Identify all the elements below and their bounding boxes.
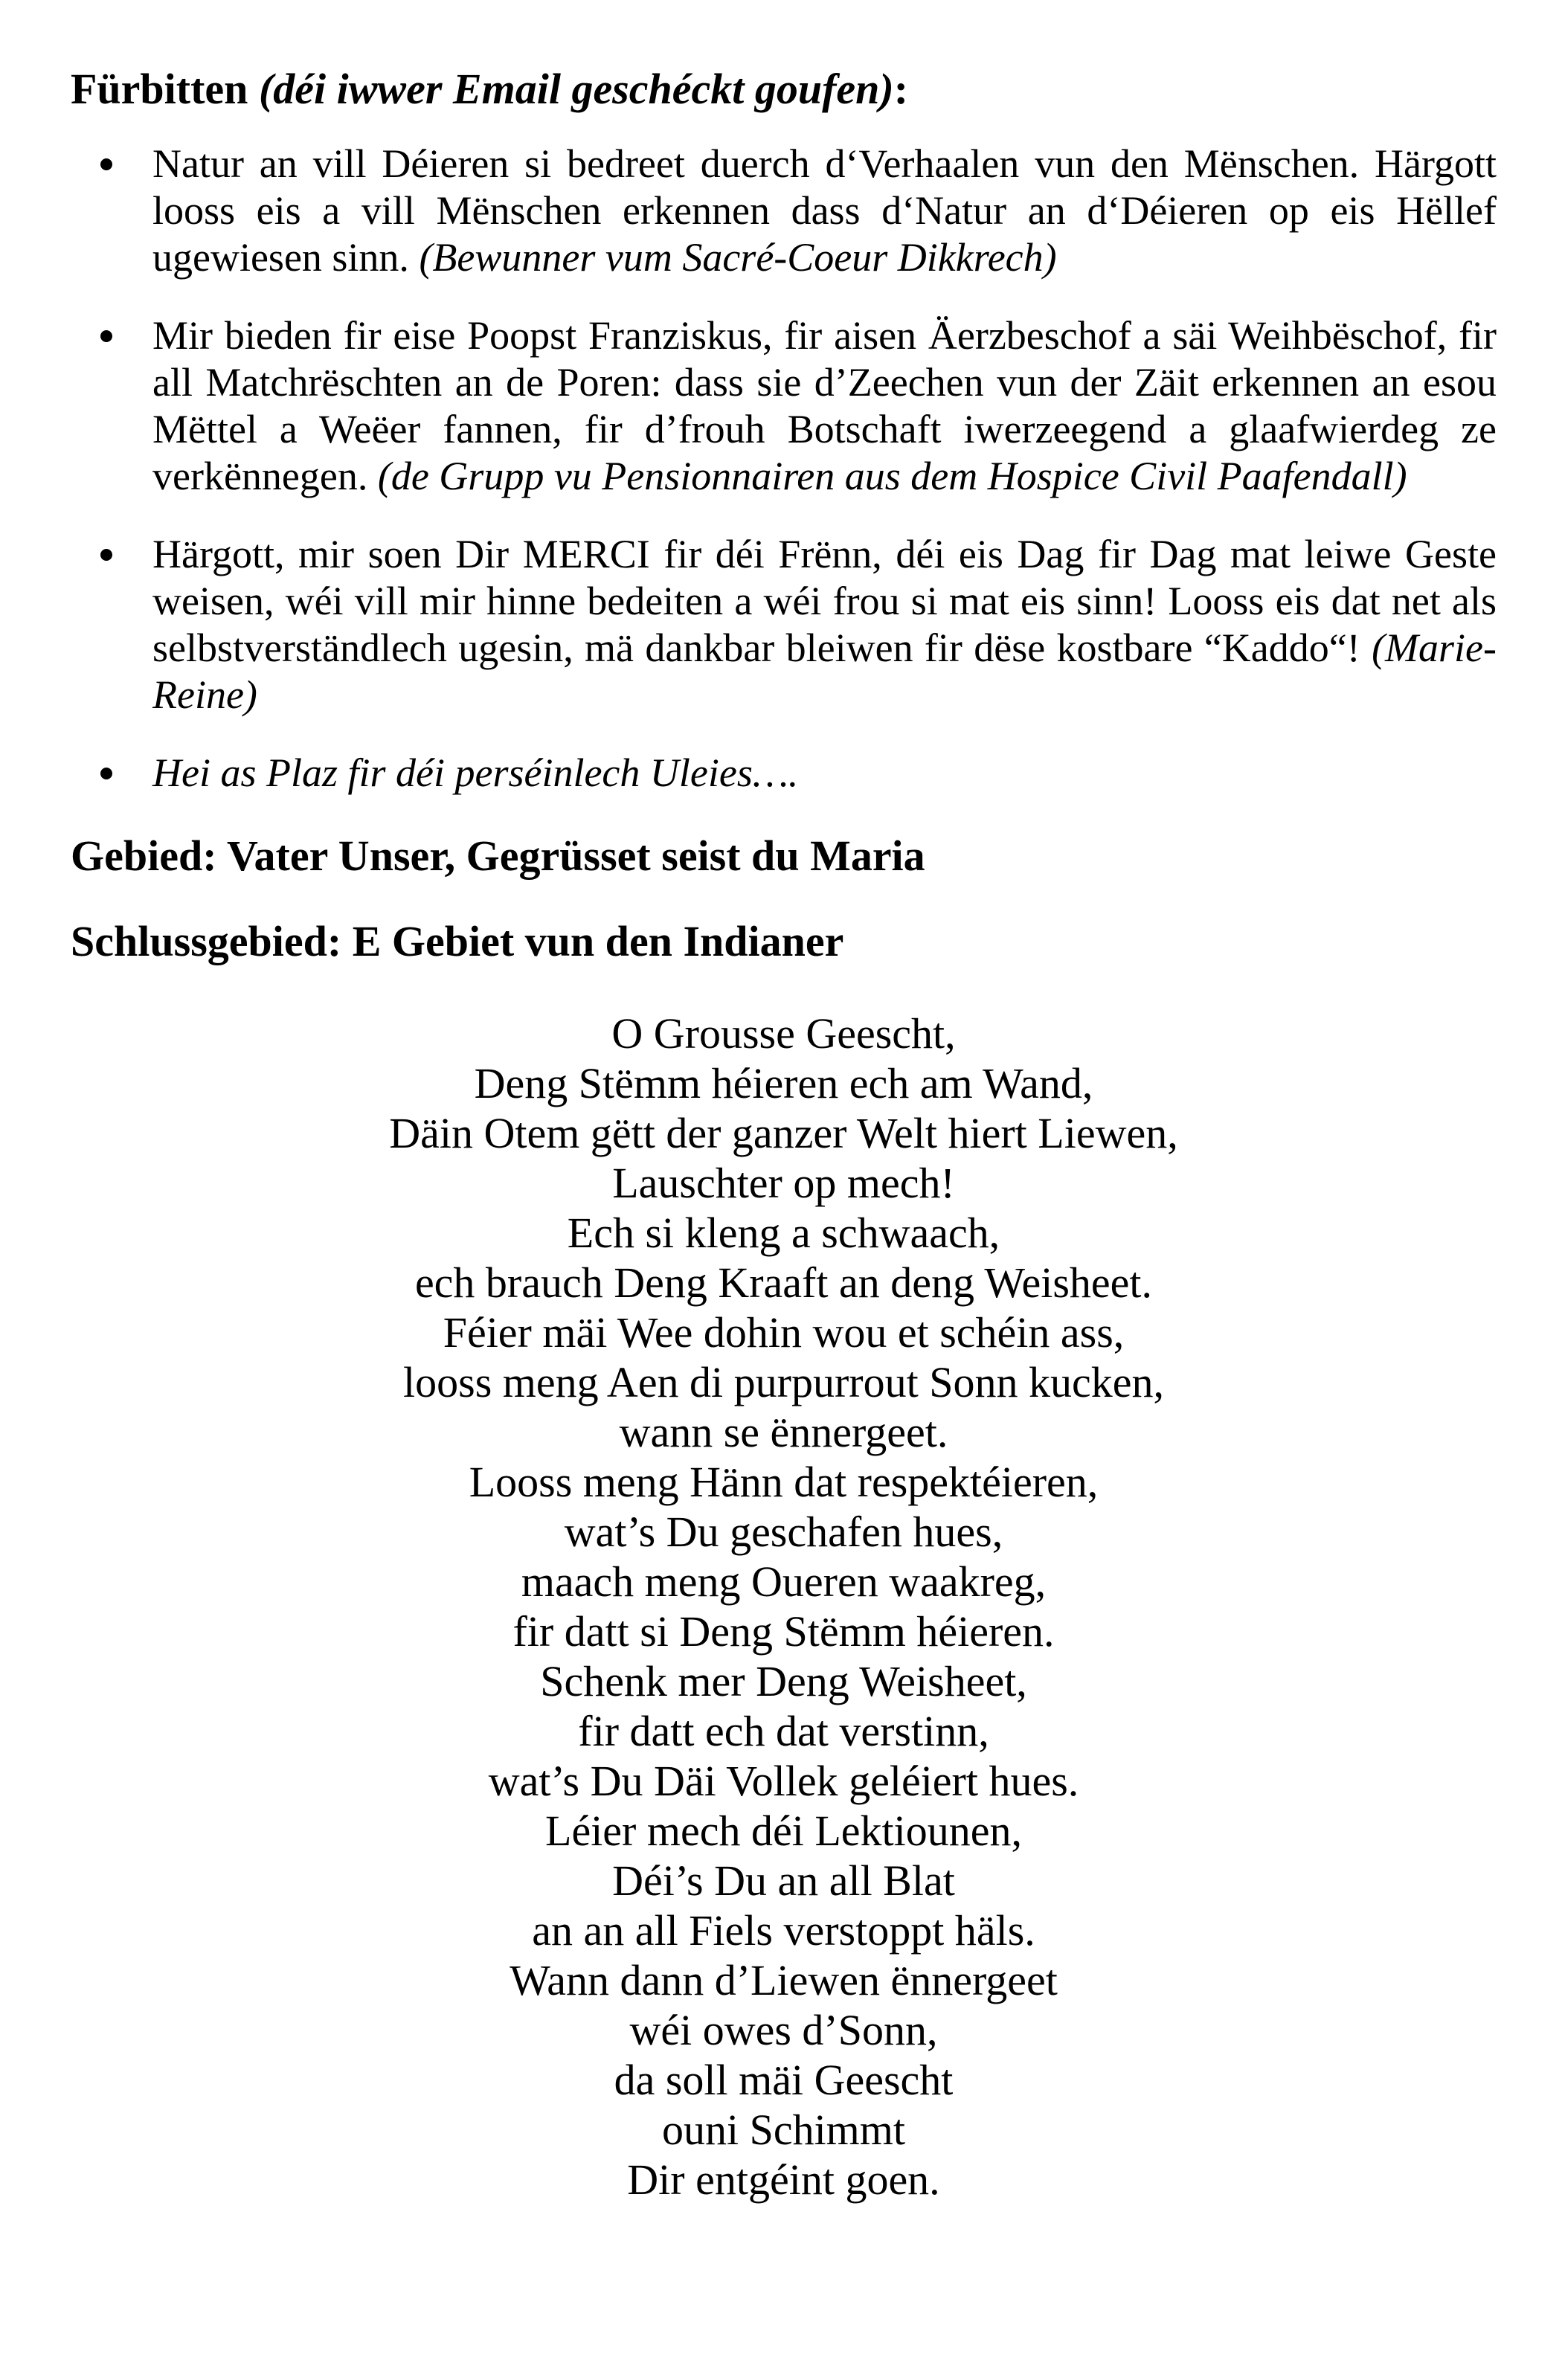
intercession-attribution: Hei as Plaz fir déi perséinlech Uleies…. [152,750,799,795]
intercession-text [152,312,1497,500]
poem-indian-prayer [71,1009,1497,2204]
poem-line: Lauschter op mech! [612,1159,955,1207]
bullet-icon [100,330,112,342]
poem-line: Däin Otem gëtt der ganzer Welt hiert Liewen, [389,1109,1178,1157]
poem-line: Léier mech déi Lektiounen, [545,1807,1022,1855]
poem-line: wat’s Du geschafen hues, [564,1508,1003,1556]
heading-prefix: Fürbitten [71,65,259,113]
intercession-body: Härgott, mir soen Dir MERCI fir déi Frënn, déi eis Dag fir Dag mat leiwe Geste weisen, wéi vill mir hinne bedeiten a wéi frou si mat eis sinn! Looss eis dat net als selbstverständlech ugesin, mä dankbar bleiwen fir dëse kostbare “Kaddo“! [152,532,1497,670]
poem-line: wat’s Du Däi Vollek geléiert hues. [488,1757,1079,1805]
intercession-text [152,141,1497,281]
poem-line: Dir entgéint goen. [627,2155,940,2204]
poem-line: an an all Fiels verstoppt häls. [532,1906,1035,1955]
poem-line: ech brauch Deng Kraaft an deng Weisheet. [414,1258,1153,1307]
intercession-text [152,750,1497,797]
subheading-gebied: Gebied: Vater Unser, Gegrüsset seist du Maria [71,832,925,880]
bullet-icon [100,768,112,779]
poem-line: O Grousse Geescht, [611,1009,956,1058]
poem-line: looss meng Aen di purpurrout Sonn kucken, [403,1358,1164,1406]
page-title [71,63,1497,115]
poem-line: Deng Stëmm héieren ech am Wand, [474,1059,1093,1107]
poem-line: fir datt ech dat verstinn, [578,1707,989,1755]
list-item [71,531,1497,718]
intercessions-list [71,141,1497,797]
heading-suffix: : [893,65,909,113]
poem-line: ouni Schimmt [661,2106,906,2154]
poem-line: Ech si kleng a schwaach, [567,1209,1000,1257]
poem-line: Schenk mer Deng Weisheet, [540,1657,1027,1705]
poem-line: wéi owes d’Sonn, [629,2006,938,2054]
poem-line: Wann dann d’Liewen ënnergeet [510,1956,1058,2004]
bullet-icon [100,549,112,561]
poem-line: da soll mäi Geescht [614,2056,954,2104]
subheading-schlussgebied: Schlussgebied: E Gebiet vun den Indianer [71,917,844,965]
list-item [71,312,1497,500]
list-item [71,750,1497,797]
bullet-icon [100,158,112,170]
intercession-text [152,531,1497,718]
poem-line: wann se ënnergeet. [619,1408,948,1456]
poem-line: maach meng Oueren waakreg, [521,1557,1047,1606]
list-item [71,141,1497,281]
poem-line: Déi’s Du an all Blat [612,1856,955,1905]
intercession-body: Natur an vill Déieren si bedreet duerch d‘Verhaalen vun den Mënschen. Härgott looss eis a vill Mënschen erkennen dass d‘Natur an d‘Déieren op eis Hëllef ugewiesen sinn. [152,141,1497,280]
poem-line: fir datt si Deng Stëmm héieren. [512,1607,1055,1656]
intercession-body: Mir bieden fir eise Poopst Franziskus, fir aisen Äerzbeschof a säi Weihbëschof, fir all Matchrëschten an de Poren: dass sie d’Zeechen vun der Zäit erkennen an esou Mëttel a Weëer fannen, fir d’frouh Botschaft iwerzeegend a glaafwierdeg ze verkënnegen. [152,313,1497,498]
intercession-attribution: (Bewunner vum Sacré-Coeur Dikkrech) [419,235,1057,280]
heading-italic-parenthetical: (déi iwwer Email geschéckt goufen) [258,65,894,113]
poem-line: Féier mäi Wee dohin wou et schéin ass, [443,1308,1125,1357]
intercession-attribution: (de Grupp vu Pensionnairen aus dem Hospice Civil Paafendall) [377,454,1407,498]
intercession-attribution: (Marie-Reine) [152,625,1497,717]
poem-line: Looss meng Hänn dat respektéieren, [469,1458,1099,1506]
